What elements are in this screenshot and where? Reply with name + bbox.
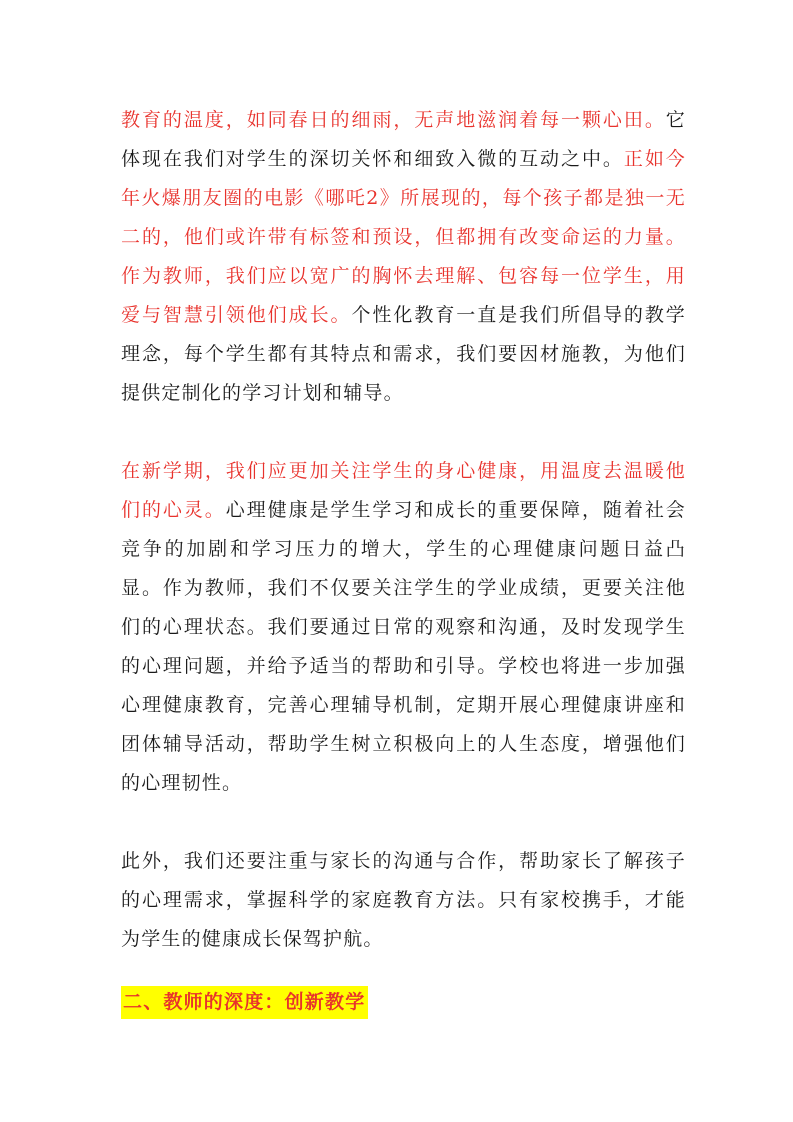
text-segment: 正如今年火爆朋友圈的电影《哪吒2》所展现的，每个孩子都是独一无二的，他们或许带有标签和预设，但都拥有改变命运的力量。作为教师，我们应以宽广的胸怀去理解、包容每一位学生，用爱与智慧引领他们成长。 [121, 148, 686, 326]
paragraph-warmth [121, 101, 686, 413]
text-segment: 个性化教育一直是我们所倡导的教学理念，每个学生都有其特点和需求，我们要因材施教，为他们提供定制化的学习计划和辅导。 [121, 304, 687, 404]
paragraph-mental-health [121, 452, 686, 803]
paragraph-parent-cooperation [121, 842, 686, 959]
text-segment: 它体现在我们对学生的深切关怀和细致入微的互动之中。 [121, 109, 686, 170]
text-segment: 教育的温度，如同春日的细雨，无声地滋润着每一颗心田。 [121, 109, 666, 131]
text-segment: 在新学期，我们应更加关注学生的身心健康，用温度去温暖他们的心灵。 [121, 460, 686, 521]
section-heading: 二、教师的深度：创新教学 [121, 986, 368, 1019]
text-segment: 此外，我们还要注重与家长的沟通与合作，帮助家长了解孩子的心理需求，掌握科学的家庭教育方法。只有家校携手，才能为学生的健康成长保驾护航。 [121, 850, 686, 950]
text-segment: 心理健康是学生学习和成长的重要保障，随着社会竞争的加剧和学习压力的增大，学生的心理健康问题日益凸显。作为教师，我们不仅要关注学生的学业成绩，更要关注他们的心理状态。我们要通过日常的观察和沟通，及时发现学生的心理问题，并给予适当的帮助和引导。学校也将进一步加强心理健康教育，完善心理辅导机制，定期开展心理健康讲座和团体辅导活动，帮助学生树立积极向上的人生态度，增强他们的心理韧性。 [121, 499, 686, 794]
